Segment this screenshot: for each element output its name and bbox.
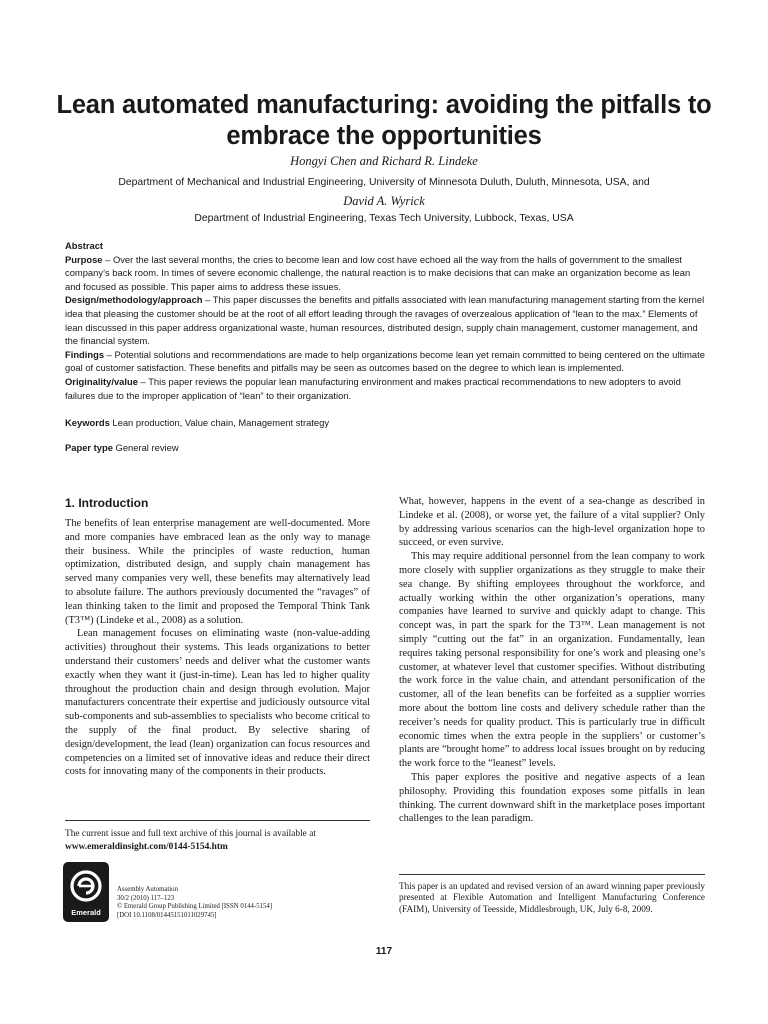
authors-line-1: Hongyi Chen and Richard R. Lindeke: [290, 154, 478, 168]
archive-note: [65, 828, 370, 854]
design-text: – This paper discusses the benefits and pitfalls associated with lean manufacturing management starting from the kernel idea that pleasing the customer should be at the root of all effort leading through the ravages of overzealous application of “lean to the max.” Elements of lean discussed in this paper address organizational waste, human resources, distributed design, supply chain management, customer management, and the financial system.: [65, 294, 705, 347]
intro-paragraph-5: This paper explores the positive and negative aspects of a lean philosophy. Providing this foundation exposes some pitfalls in lean thinking. The current downward shift in the marketplace poses important challenges to the lean paradigm.: [399, 771, 705, 825]
originality-label: Originality/value: [65, 375, 138, 387]
keywords-text: Lean production, Value chain, Management strategy: [109, 417, 330, 428]
design-label: Design/methodology/approach: [65, 294, 203, 306]
intro-paragraph-2: Lean management focuses on eliminating waste (non-value-adding activities) throughout their systems. This leads organizations to better understand their customers’ needs and deliver what the customer wants exactly when they want it (just-in-time). Lean has led to higher quality throughout the production chain and design through evolution. Major manufacturers concentrate their expertise and judiciously outsource vital sub-components and sub-assemblies to specialists who become critical to the supply of the final product. By selective sharing of design/development, the lead (lean) organization can focus resources and competencies on a limited set of innovative ideas and reduce their direct costs for innovating many of the components in their products.: [65, 628, 370, 778]
abstract-findings: [65, 348, 705, 375]
right-footnote-rule: [399, 874, 705, 875]
emerald-logo-label: Emerald: [71, 908, 101, 917]
abstract-heading: Abstract: [65, 240, 104, 251]
emerald-logo-icon: [68, 867, 104, 905]
affiliation-line-1: Department of Mechanical and Industrial Engineering, University of Minnesota Duluth, Duluth, Minnesota, USA, and: [118, 177, 650, 188]
intro-paragraph-4: This may require additional personnel from the lean company to work more closely with supplier organizations as they struggle to make their sea change. By shifting employees throughout the workforce, and actually working within the other organization’s operations, many companies have learned to survive and quickly adapt to change. This concept was, in part the spark for the T3™. Lean management is not simply “cutting out the fat” in an organization. Fundamentally, lean requires taking personal responsibility for one’s work and pleasing one’s customer, at whatever level that customer specifies. Without distributing the work force in the value chain, and attendant personification of the customer, all of the lean benefits can be forfeited as a supplier worries more about the bottom line costs and delivery schedule rather than the receiver’s needs for quality product. This is particularly true in difficult economic times when the extra people in the suppliers’ or customer’s plants are “brought home” to address local issues brought on by reducing the work force to the “leanest” levels.: [399, 551, 705, 770]
abstract-purpose: [65, 253, 705, 294]
journal-name: Assembly Automation: [117, 886, 178, 893]
purpose-label: Purpose: [65, 253, 103, 265]
section-heading-introduction: 1. Introduction: [65, 496, 149, 510]
left-footnote-rule: [65, 820, 370, 821]
affiliation-line-2: Department of Industrial Engineering, Texas Tech University, Lubbock, Texas, USA: [194, 213, 574, 224]
right-column: [399, 495, 705, 826]
award-note: This paper is an updated and revised version of an award winning paper previously presented at Flexible Automation and Intelligent Manufacturing Conference (FAIM), University of Teesside, Middlesbrough, UK, July 6-8, 2009.: [399, 881, 705, 914]
purpose-text: – Over the last several months, the cries to become lean and low cost have echoed all the way from the halls of government to the smallest company’s back room. In times of severe economic challenge, the natural reaction is to make decisions that can make an organization become as lean and focused as possible. This paper aims to address these issues.: [65, 253, 691, 292]
keywords-label: Keywords: [65, 417, 110, 428]
intro-paragraph-1: The benefits of lean enterprise management are well-documented. More and more companies have embraced lean as the only way to manage their business. While the principles of waste reduction, human optimization, distributed design, and supply chain management has served many companies very well, these benefits may alternatively lead to absolute failure. The authors previously documented the “ravages” of lean thinking taken to the limit and proposed the Temporal Think Tank (T3™) (Lindeke et al., 2008) as a solution.: [65, 518, 370, 626]
findings-text: – Potential solutions and recommendations are made to help organizations become lean yet remain committed to being centered on the ultimate goal of customer satisfaction. These benefits and pitfalls may be seen as outcomes based on the degree to which lean is implemented.: [65, 348, 705, 374]
originality-text: – This paper reviews the popular lean manufacturing environment and makes practical recommendations to new adopters to avoid failures due to the improper application of “lean” to their organization.: [65, 375, 681, 401]
paper-type-text: General review: [112, 442, 179, 453]
archive-text: The current issue and full text archive of this journal is available at: [65, 829, 316, 839]
left-column: [65, 517, 370, 779]
paper-title: Lean automated manufacturing: avoiding the pitfalls to embrace the opportunities: [56, 91, 712, 150]
abstract: [65, 239, 705, 402]
abstract-originality: [65, 375, 705, 402]
emerald-logo: [63, 862, 109, 922]
paper-type-label: Paper type: [65, 442, 113, 453]
intro-paragraph-3: What, however, happens in the event of a sea-change as described in Lindeke et al. (2008), or worse yet, the failure of a vital supplier? Only by addressing various scenarios can the high-level organization hope to succeed, or even survive.: [399, 496, 705, 549]
abstract-design: [65, 293, 705, 347]
keywords: [65, 417, 705, 428]
journal-publisher: © Emerald Group Publishing Limited [ISSN 0144-5154]: [117, 903, 273, 911]
findings-label: Findings: [65, 348, 105, 360]
journal-doi: [DOI 10.1108/01445151011029745]: [117, 911, 217, 919]
journal-info: [117, 886, 337, 920]
archive-url-link[interactable]: www.emeraldinsight.com/0144-5154.htm: [65, 842, 228, 852]
authors-line-2: David A. Wyrick: [343, 194, 425, 208]
journal-volume: 30/2 (2010) 117–123: [117, 894, 175, 902]
page-number: 117: [375, 946, 393, 957]
paper-type: [65, 442, 705, 453]
